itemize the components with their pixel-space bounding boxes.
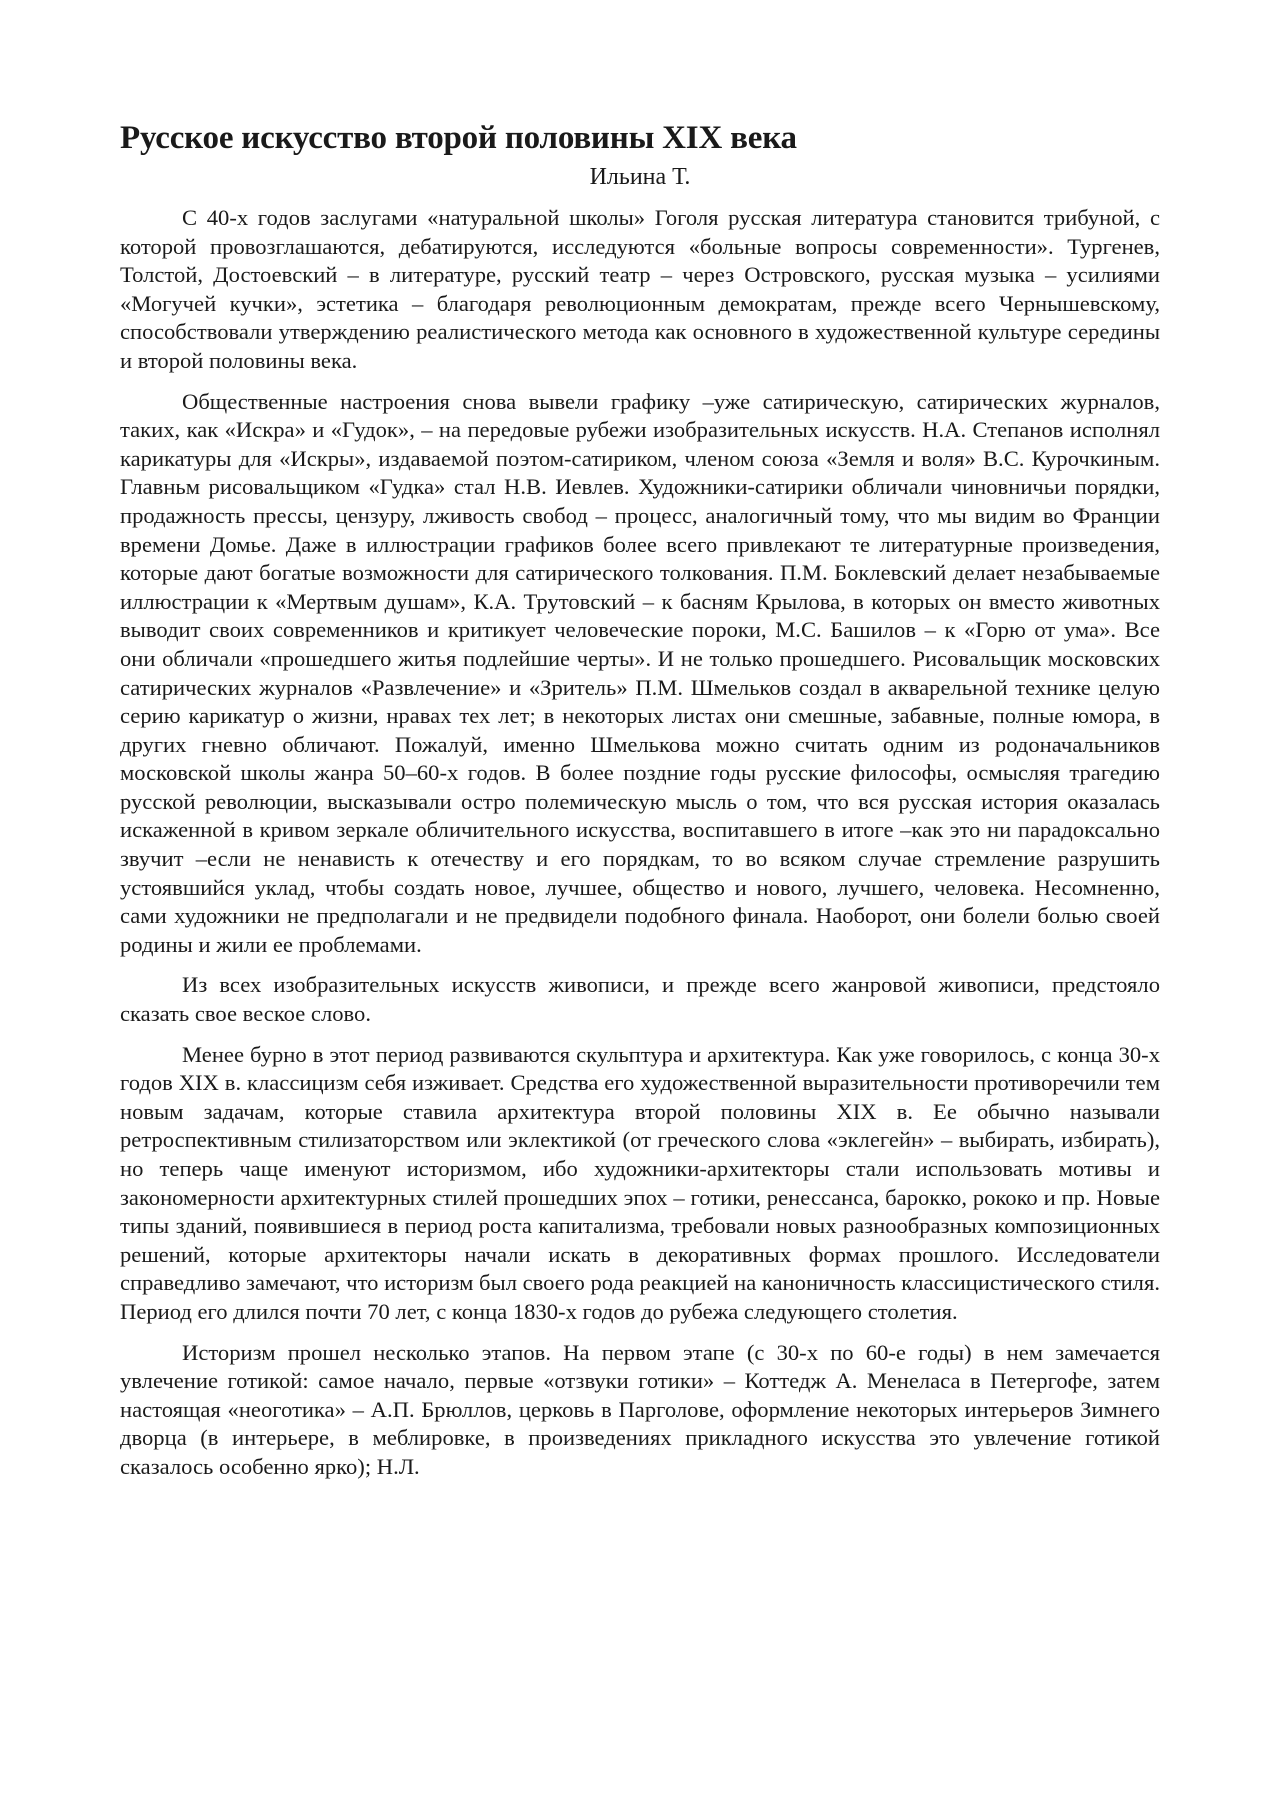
paragraph-4: Менее бурно в этот период развиваются скульптура и архитектура. Как уже говорилось, с конца 30-х годов XIX в. классицизм себя изживает. Средства его художественной выразительности противоречили тем новым задачам, которые ставила архитектура второй половины XIX в. Ее обычно называли ретроспективным стилизаторством или эклектикой (от греческого слова «эклегейн» – выбирать, избирать), но теперь чаще именуют историзмом, ибо художники-архитекторы стали использовать мотивы и закономерности архитектурных стилей прошедших эпох – готики, ренессанса, барокко, рококо и пр. Новые типы зданий, появившиеся в период роста капитализма, требовали новых разнообразных композиционных решений, которые архитекторы начали искать в декоративных формах прошлого. Исследователи справедливо замечают, что историзм был своего рода реакцией на каноничность классицистического стиля. Период его длился почти 70 лет, с конца 1830-х годов до рубежа следующего столетия. <box>120 1041 1160 1324</box>
document-author: Ильина Т. <box>589 164 691 190</box>
paragraph-1: С 40-х годов заслугами «натуральной школы» Гоголя русская литература становится трибуной, с которой провозглашаются, дебатируются, исследуются «больные вопросы современности». Тургенев, Толстой, Достоевский – в литературе, русский театр – через Островского, русская музыка – усилиями «Могучей кучки», эстетика – благодаря революционным демократам, прежде всего Чернышевскому, способствовали утверждению реалистического метода как основного в художественной культуре середины и второй половины века. <box>120 205 1160 373</box>
document-page <box>120 118 1160 1494</box>
paragraph-2: Общественные настроения снова вывели графику –уже сатирическую, сатирических журналов, таких, как «Искра» и «Гудок», – на передовые рубежи изобразительных искусств. Н.А. Степанов исполнял карикатуры для «Искры», издаваемой поэтом-сатириком, членом союза «Земля и воля» В.С. Курочкиным. Главньм рисовальщиком «Гудка» стал Н.В. Иевлев. Художники-сатирики обличали чиновничьи порядки, продажность прессы, цензуру, лживость свобод – процесс, аналогичный тому, что мы видим во Франции времени Домье. Даже в иллюстрации графиков более всего привлекают те литературные произведения, которые дают богатые возможности для сатирического толкования. П.М. Боклевский делает незабываемые иллюстрации к «Мертвым душам», К.А. Трутовский – к басням Крылова, в которых он вместо животных выводит своих современников и критикует человеческие пороки, М.С. Башилов – к «Горю от ума». Все они обличали «прошедшего житья подлейшие черты». И не только прошедшего. Рисовальщик московских сатирических журналов «Развлечение» и «Зритель» П.М. Шмельков создал в акварельной технике целую серию карикатур о жизни, нравах тех лет; в некоторых листах они смешные, забавные, полные юмора, в других гневно обличают. Пожалуй, именно Шмелькова можно считать одним из родоначальников московской школы жанра 50–60-х годов. В более поздние годы русские философы, осмысляя трагедию русской революции, высказывали остро полемическую мысль о том, что вся русская история оказалась искаженной в кривом зеркале обличительного искусства, воспитавшего в итоге –как это ни парадоксально звучит –если не ненависть к отечеству и его порядкам, то во всяком случае стремление разрушить устоявшийся уклад, чтобы создать новое, лучшее, общество и нового, лучшего, человека. Несомненно, сами художники не предполагали и не предвидели подобного финала. Наоборот, они болели болью своей родины и жили ее проблемами. <box>120 388 1160 957</box>
document-title: Русское искусство второй половины XIX века <box>120 120 797 156</box>
paragraph-5: Историзм прошел несколько этапов. На первом этапе (с 30-х по 60-е годы) в нем замечается увлечение готикой: самое начало, первые «отзвуки готики» – Коттедж А. Менеласа в Петергофе, затем настоящая «неоготика» – А.П. Брюллов, церковь в Парголове, оформление некоторых интерьеров Зимнего дворца (в интерьере, в меблировке, в произведениях прикладного искусства это увлечение готикой сказалось особенно ярко); Н.Л. <box>120 1339 1160 1479</box>
paragraph-3: Из всех изобразительных искусств живописи, и прежде всего жанровой живописи, предстояло сказать свое веское слово. <box>120 972 1160 1027</box>
